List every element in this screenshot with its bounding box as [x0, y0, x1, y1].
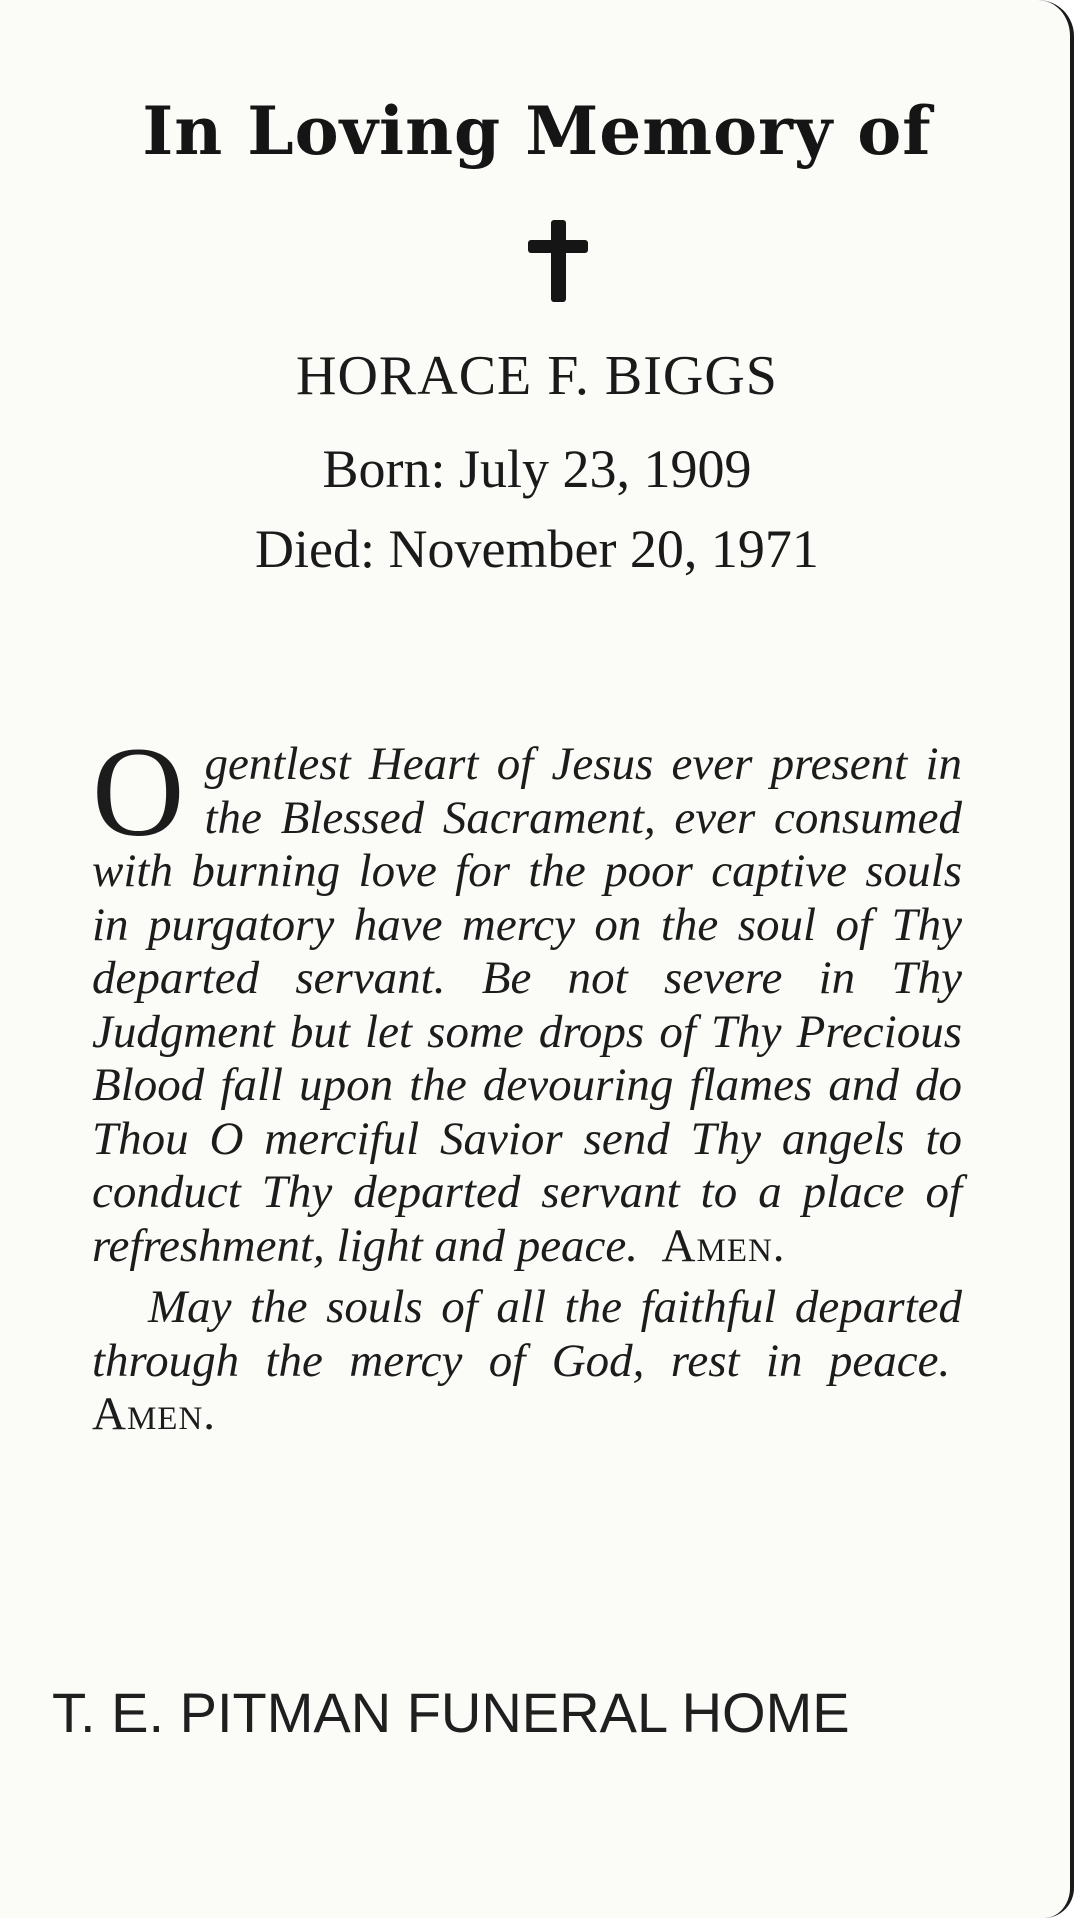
birth-date: Born: July 23, 1909	[322, 439, 752, 499]
prayer-text	[92, 721, 962, 1442]
deceased-name: HORACE F. BIGGS	[296, 345, 778, 407]
prayer-paragraph-2-text: May the souls of all the faithful departed through the mercy of God, rest in peace.	[92, 1281, 962, 1387]
funeral-home-name: T. E. PITMAN FUNERAL HOME	[52, 1681, 850, 1744]
prayer-paragraph-1	[92, 721, 962, 1273]
cross-icon	[528, 220, 588, 302]
amen-1: Amen.	[661, 1219, 786, 1272]
prayer-paragraph-2	[92, 1281, 962, 1442]
death-date: Died: November 20, 1971	[255, 519, 819, 579]
amen-2: Amen.	[92, 1388, 217, 1440]
memorial-heading: In Loving Memory of	[142, 92, 932, 170]
prayer-paragraph-1-text: gentlest Heart of Jesus ever present in the Blessed Sacrament, ever consumed with burning love for the poor captive souls in purgatory have mercy on the soul of Thy departed servant. Be not severe in Thy Judgment but let some drops of Thy Precious Blood fall upon the devouring flames and do Thou O merciful Savior send Thy angels to conduct Thy departed servant to a place of refreshment, light and peace.	[92, 738, 962, 1272]
drop-cap: O	[92, 721, 185, 863]
